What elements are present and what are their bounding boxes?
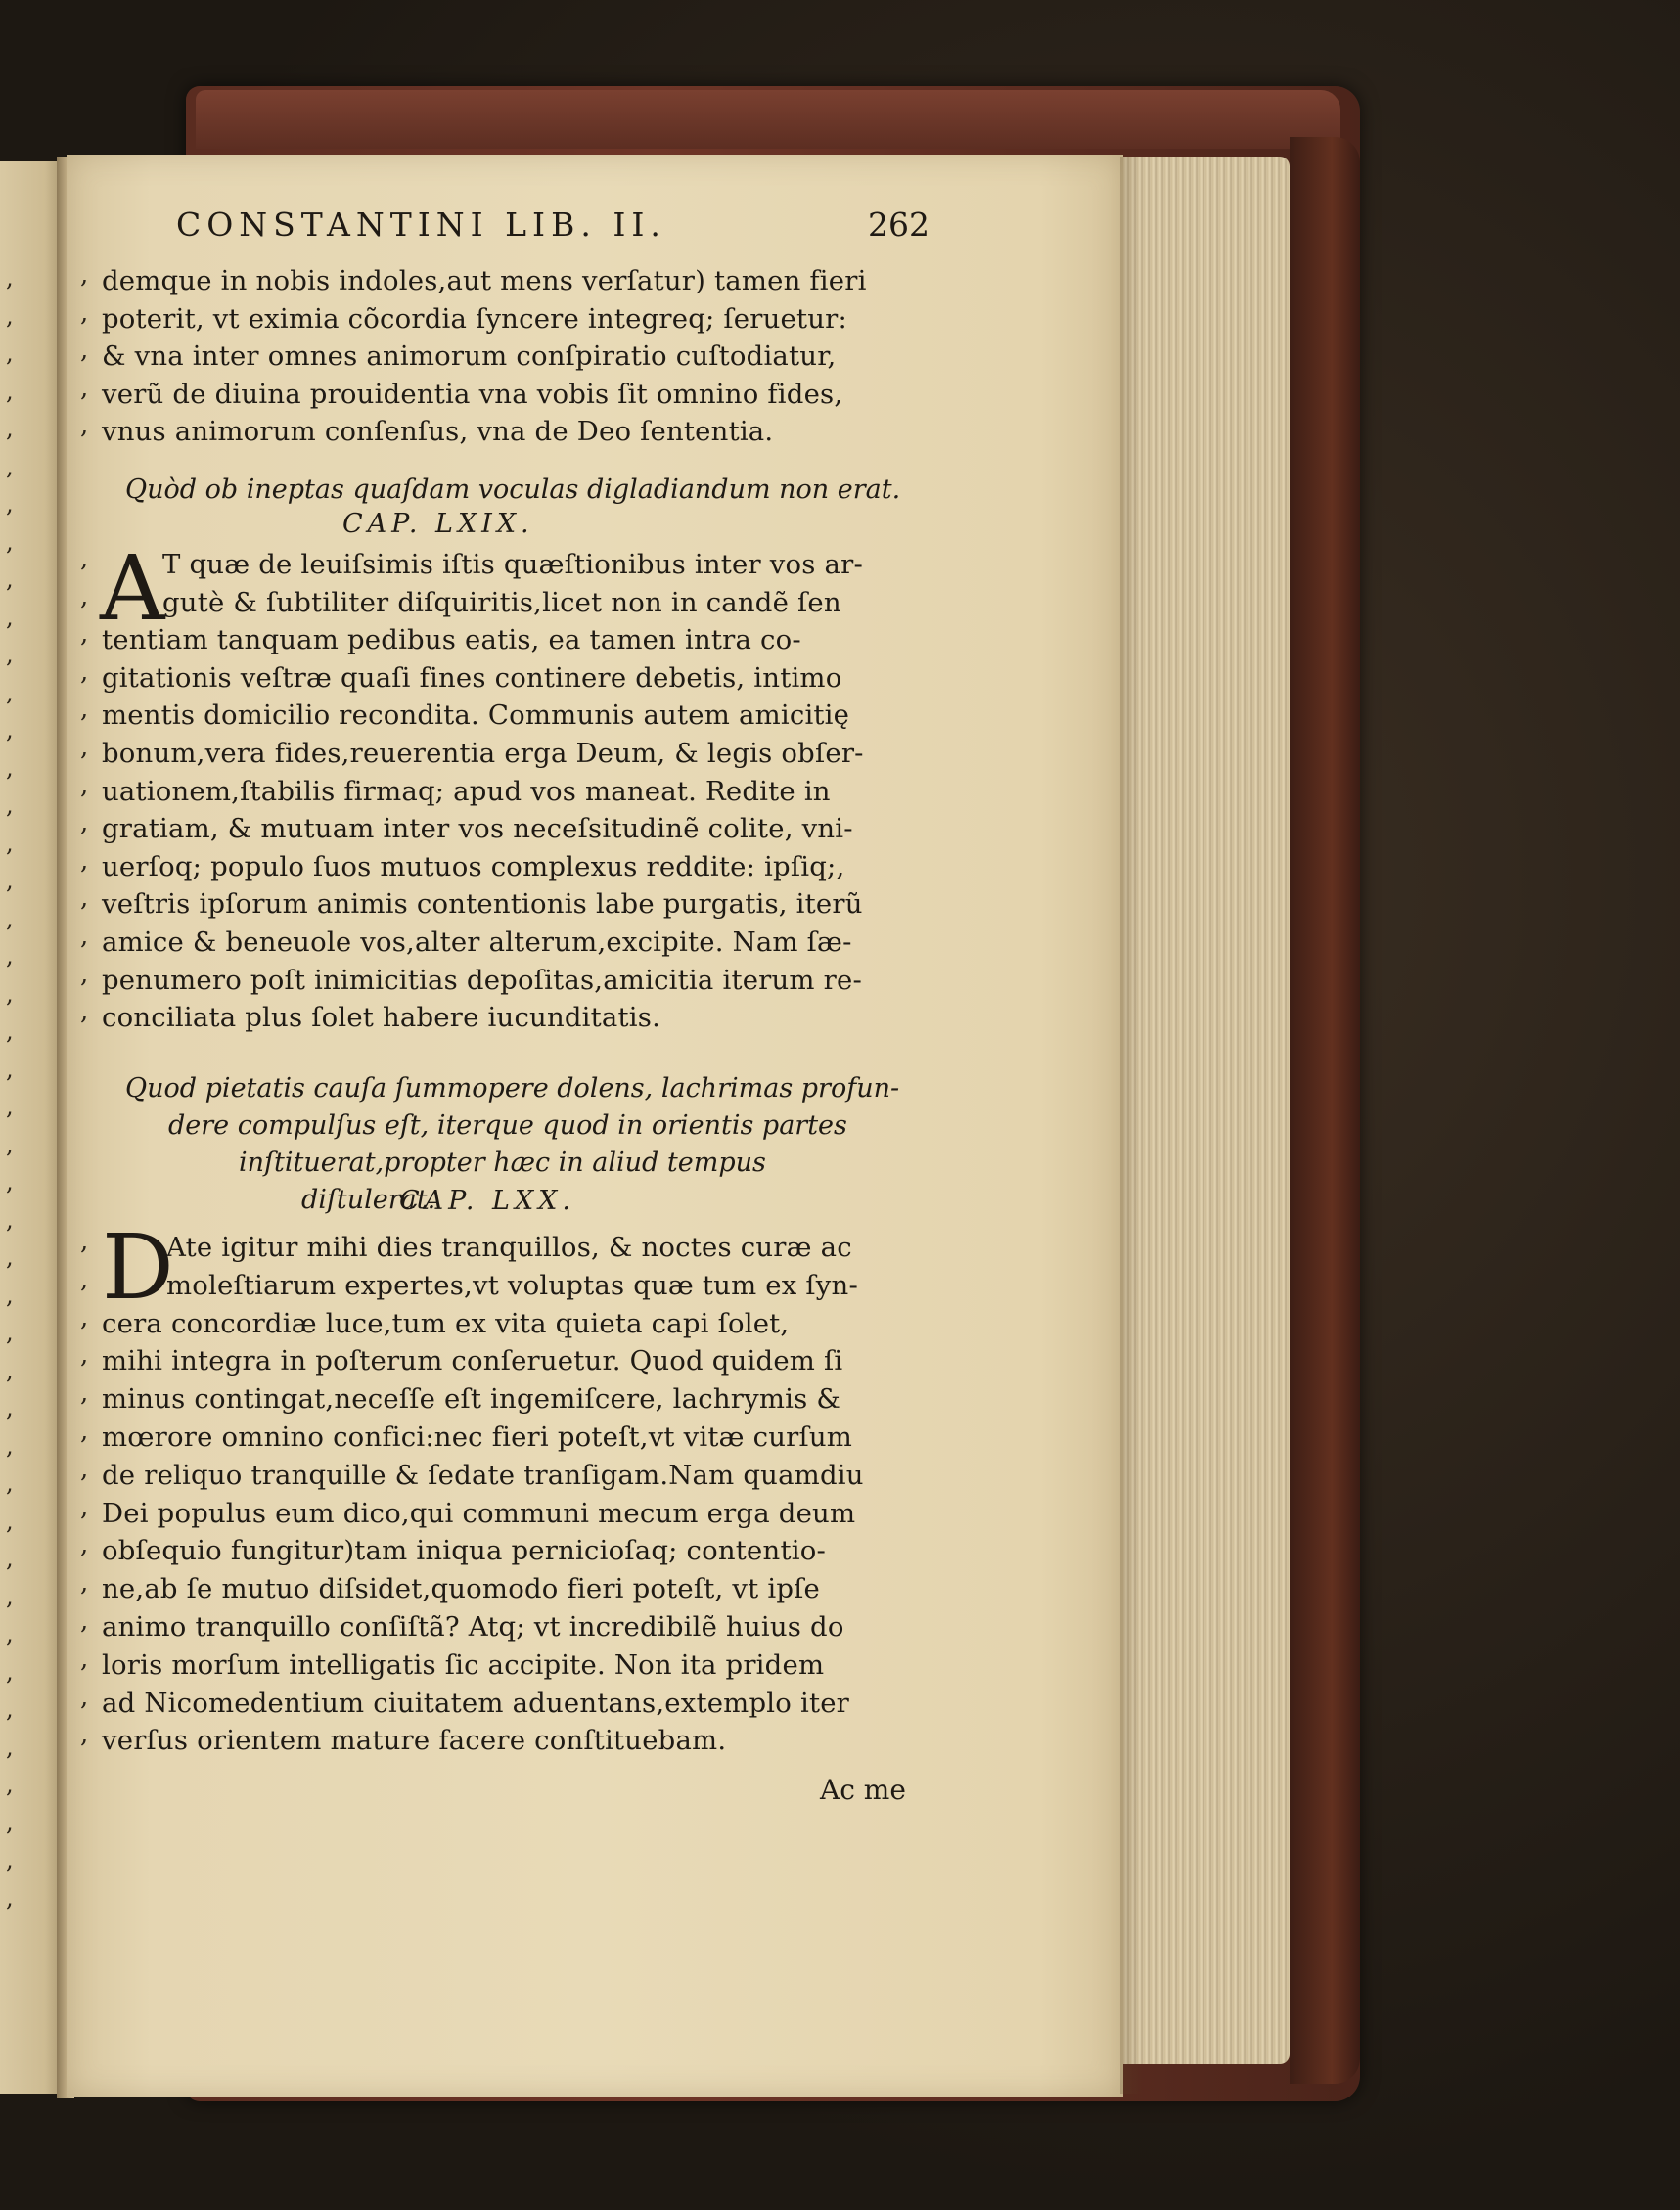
facing-page-mark: , — [6, 678, 14, 706]
facing-page-mark: , — [6, 1356, 14, 1384]
margin-quote-mark: , — [80, 922, 89, 951]
chapter-69-line: conciliata plus ſolet habere iucunditatis. — [102, 1002, 661, 1034]
facing-page-mark: , — [6, 1883, 14, 1912]
margin-quote-mark: , — [80, 1340, 89, 1371]
facing-page-mark: , — [6, 829, 14, 857]
margin-quote-mark: , — [80, 1302, 89, 1332]
chapter-69-line: veſtris ipſorum animis contentionis labe purgatis, iterũ — [102, 888, 863, 921]
page-edge-shadow — [1120, 157, 1142, 2094]
facing-page-mark: , — [6, 377, 14, 405]
facing-page-mark: , — [6, 641, 14, 668]
facing-page-mark: , — [6, 791, 14, 819]
chapter-70-line: mihi integra in poſterum conſeruetur. Quod quidem ſi — [102, 1345, 843, 1377]
margin-quote-mark: , — [80, 1530, 89, 1560]
chapter-69-line: penumero poſt inimicitias depoſitas,amicitia iterum re- — [102, 964, 862, 996]
chapter-70-line: moleſtiarum expertes,vt voluptas quæ tum ex ſyn- — [166, 1269, 858, 1301]
facing-page-mark: , — [6, 716, 14, 744]
facing-page-mark: , — [6, 1469, 14, 1497]
chapter-70-line: cera concordiæ luce,tum ex vita quieta capi ſolet, — [102, 1307, 790, 1339]
margin-quote-mark: , — [80, 260, 89, 290]
margin-quote-mark: , — [80, 1378, 89, 1409]
chapter-69-dropcap: A — [100, 536, 165, 641]
chapter-69-line: T quæ de leuiſsimis iſtis quæſtionibus inter vos ar- — [162, 549, 863, 580]
facing-page-mark: , — [6, 1620, 14, 1647]
chapter-70-title-line: diſtulerat. — [301, 1185, 436, 1215]
margin-quote-mark: , — [80, 373, 89, 403]
margin-quote-mark: , — [80, 411, 89, 440]
chapter-70-line: Dei populus eum dico,qui communi mecum erga deum — [102, 1497, 856, 1529]
facing-page-mark: , — [6, 1055, 14, 1083]
opening-paragraph-line: demque in nobis indoles,aut mens verſatur) tamen fieri — [102, 265, 867, 296]
facing-page-mark: , — [6, 1017, 14, 1045]
facing-page-mark: , — [6, 1695, 14, 1723]
facing-page-mark: , — [6, 1093, 14, 1120]
facing-page-mark: , — [6, 1507, 14, 1535]
chapter-69-line: uationem,ſtabilis firmaq; apud vos maneat. Redite in — [102, 775, 831, 807]
facing-page-mark: , — [6, 979, 14, 1008]
running-head-title: CONSTANTINI LIB. II. — [176, 205, 666, 244]
margin-quote-mark: , — [80, 1568, 89, 1599]
margin-quote-mark: , — [80, 997, 89, 1027]
chapter-70-line: Ate igitur mihi dies tranquillos, & noctes curæ ac — [166, 1232, 852, 1263]
margin-quote-mark: , — [80, 1454, 89, 1484]
chapter-70-line: de reliquo tranquille & ſedate tranſigam.Nam quamdiu — [102, 1459, 864, 1491]
chapter-70-line: animo tranquillo conſiſtã? Atq; vt incredibilẽ huius do — [102, 1611, 844, 1643]
chapter-69-line: gitationis veſtræ quaſi fines continere debetis, intimo — [102, 661, 842, 694]
chapter-69-line: bonum,vera fides,reuerentia erga Deum, & legis obſer- — [102, 738, 864, 769]
facing-page-mark: , — [6, 339, 14, 367]
chapter-70-line: loris morſum intelligatis ſic accipite. Non ita pridem — [102, 1648, 825, 1681]
leather-cover-spine-edge — [1290, 137, 1360, 2084]
margin-quote-mark: , — [80, 1682, 89, 1712]
chapter-70-title-line: inſtituerat,propter hæc in aliud tempus — [239, 1148, 766, 1178]
chapter-69-line: uerſoq; populo ſuos mutuos complexus reddite: ipſiq;, — [102, 850, 845, 882]
margin-quote-mark: , — [80, 1492, 89, 1522]
margin-quote-mark: , — [80, 808, 89, 838]
facing-page-mark: , — [6, 565, 14, 593]
chapter-69-line: tentiam tanquam pedibus eatis, ea tamen intra co- — [102, 624, 801, 656]
margin-quote-mark: , — [80, 1606, 89, 1636]
facing-page-mark: , — [6, 1394, 14, 1421]
opening-paragraph-line: verũ de diuina prouidentia vna vobis ſit omnino fides, — [102, 378, 843, 410]
facing-page-mark: , — [6, 603, 14, 631]
margin-quote-mark: , — [80, 733, 89, 762]
margin-quote-mark: , — [80, 695, 89, 725]
chapter-70-line: verſus orientem mature facere conſtituebam. — [102, 1725, 727, 1757]
running-header — [176, 205, 930, 254]
margin-quote-mark: , — [80, 297, 89, 328]
chapter-70-line: minus contingat,neceſſe eſt ingemiſcere, lachrymis & — [102, 1383, 841, 1416]
margin-quote-mark: , — [80, 1417, 89, 1446]
chapter-70-number: CAP. LXX. — [399, 1186, 575, 1216]
facing-page-mark: , — [6, 1733, 14, 1761]
chapter-70-line: ne,ab ſe mutuo diſsidet,quomodo fieri poteſt, vt ipſe — [102, 1573, 820, 1605]
facing-page-mark: , — [6, 1205, 14, 1234]
facing-page-mark: , — [6, 867, 14, 894]
chapter-69-line: mentis domicilio recondita. Communis autem amicitię — [102, 699, 850, 732]
chapter-69-line: gutè & ſubtiliter diſquiritis,licet non in candẽ ſen — [162, 586, 841, 618]
margin-quote-mark: , — [80, 959, 89, 989]
facing-page-mark: , — [6, 1130, 14, 1158]
opening-paragraph-line: vnus animorum conſenſus, vna de Deo ſententia. — [102, 416, 774, 447]
chapter-70-line: mœrore omnino confici:nec fieri poteſt,vt vitæ curſum — [102, 1421, 853, 1453]
facing-page-mark: , — [6, 301, 14, 330]
margin-quote-mark: , — [80, 770, 89, 800]
chapter-70-title-line: Quod pietatis cauſa ſummopere dolens, lachrimas profun- — [125, 1073, 900, 1104]
opening-paragraph-line: & vna inter omnes animorum conſpiratio cuſtodiatur, — [102, 340, 837, 372]
page-number: 262 — [868, 205, 930, 244]
chapter-70-line: ad Nicomedentium ciuitatem aduentans,extemplo iter — [102, 1687, 850, 1719]
facing-page-mark: , — [6, 1281, 14, 1309]
facing-page-mark: , — [6, 1431, 14, 1460]
margin-quote-mark: , — [80, 581, 89, 611]
opening-paragraph-line: poterit, vt eximia cõcordia ſyncere integreq; ſeruetur: — [102, 302, 847, 335]
margin-quote-mark: , — [80, 1644, 89, 1674]
chapter-70-dropcap: D — [102, 1215, 174, 1320]
facing-page-mark: , — [6, 527, 14, 556]
facing-page-mark: , — [6, 1846, 14, 1873]
facing-page-mark: , — [6, 942, 14, 970]
facing-page-mark: , — [6, 1319, 14, 1346]
chapter-69-number: CAP. LXIX. — [342, 509, 534, 539]
margin-quote-mark: , — [80, 656, 89, 687]
facing-page-mark: , — [6, 1771, 14, 1798]
facing-page-mark: , — [6, 452, 14, 480]
facing-page-mark: , — [6, 1808, 14, 1836]
chapter-69-line: amice & beneuole vos,alter alterum,excipite. Nam ſæ- — [102, 926, 852, 958]
facing-page-mark: , — [6, 753, 14, 782]
catchword: Ac me — [820, 1774, 906, 1806]
chapter-70-line: obſequio fungitur)tam iniqua pernicioſaq; contentio- — [102, 1535, 826, 1567]
facing-page-mark: , — [6, 490, 14, 518]
facing-page-mark: , — [6, 1657, 14, 1686]
chapter-70-title-line: dere compulſus eſt, iterque quod in orientis partes — [168, 1110, 847, 1141]
facing-page-fragment — [0, 161, 65, 2094]
margin-quote-mark: , — [80, 1720, 89, 1750]
chapter-69-title: Quòd ob ineptas quaſdam voculas digladiandum non erat. — [125, 474, 901, 505]
margin-quote-mark: , — [80, 336, 89, 365]
margin-quote-mark: , — [80, 883, 89, 914]
margin-quote-mark: , — [80, 1227, 89, 1256]
facing-page-mark: , — [6, 1168, 14, 1195]
facing-page-mark: , — [6, 415, 14, 442]
facing-page-mark: , — [6, 904, 14, 932]
facing-page-mark: , — [6, 1243, 14, 1271]
page-fore-edge — [1123, 157, 1290, 2064]
facing-page-mark: , — [6, 1582, 14, 1610]
facing-page-mark: , — [6, 264, 14, 292]
margin-quote-mark: , — [80, 544, 89, 573]
chapter-69-line: gratiam, & mutuam inter vos neceſsitudinẽ colite, vni- — [102, 813, 853, 845]
facing-page-mark: , — [6, 1545, 14, 1572]
margin-quote-mark: , — [80, 619, 89, 650]
margin-quote-mark: , — [80, 1264, 89, 1294]
margin-quote-mark: , — [80, 845, 89, 876]
leather-cover-top-edge — [196, 90, 1340, 149]
